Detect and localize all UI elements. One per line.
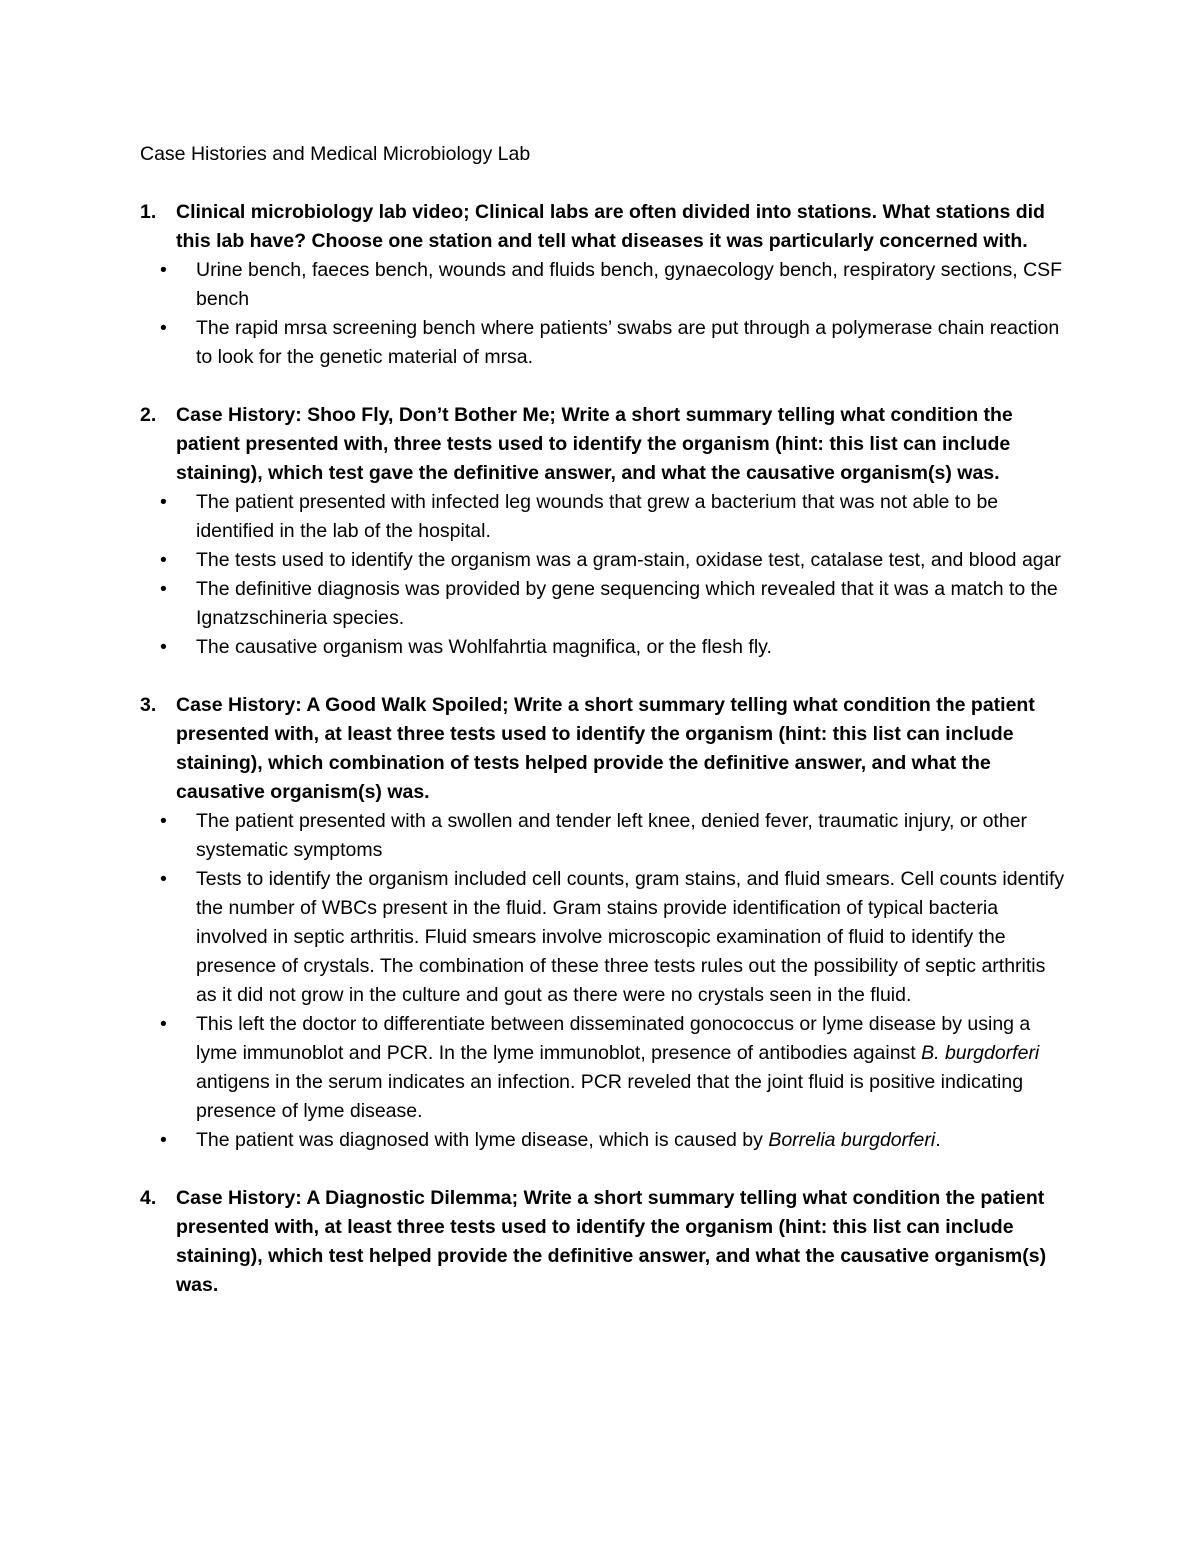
question-number: 1. xyxy=(140,201,157,223)
bullet-icon: • xyxy=(160,578,167,600)
answer-text: The tests used to identify the organism was a gram-stain, oxidase test, catalase test, and blood agar xyxy=(196,549,1061,571)
bullet-icon: • xyxy=(160,810,167,832)
species-name: B. burgdorferi xyxy=(921,1042,1040,1064)
question-prompt xyxy=(140,1184,1070,1300)
question-3 xyxy=(140,691,1070,1155)
question-text: Case History: Shoo Fly, Don’t Bother Me; Write a short summary telling what condition the patient presented with, three tests used to identify the organism (hint: this list can include staining), which test gave the definitive answer, and what the causative organism(s) was. xyxy=(176,404,1013,484)
answer-list xyxy=(140,256,1070,372)
answer-text-part: . xyxy=(935,1129,941,1151)
question-prompt xyxy=(140,401,1070,488)
bullet-icon: • xyxy=(160,549,167,571)
document-page xyxy=(140,140,1070,1329)
answer-text: The definitive diagnosis was provided by gene sequencing which revealed that it was a match to the Ignatzschineria species. xyxy=(196,578,1058,629)
document-title: Case Histories and Medical Microbiology Lab xyxy=(140,143,531,165)
question-2 xyxy=(140,401,1070,662)
answer-list xyxy=(140,488,1070,662)
answer-text: The causative organism was Wohlfahrtia magnifica, or the flesh fly. xyxy=(196,636,772,658)
question-text: Clinical microbiology lab video; Clinical labs are often divided into stations. What stations did this lab have? Choose one station and tell what diseases it was particularly concerned with. xyxy=(176,201,1045,252)
answer-text-part: This left the doctor to differentiate between disseminated gonococcus or lyme disease by using a lyme immunoblot and PCR. In the lyme immunoblot, presence of antibodies against xyxy=(196,1013,1031,1064)
list-item xyxy=(140,1010,1070,1126)
list-item xyxy=(140,314,1070,372)
list-item xyxy=(140,575,1070,633)
question-prompt xyxy=(140,691,1070,807)
bullet-icon: • xyxy=(160,259,167,281)
answer-text-part: The patient was diagnosed with lyme disease, which is caused by xyxy=(196,1129,769,1151)
question-text: Case History: A Diagnostic Dilemma; Write a short summary telling what condition the patient presented with, at least three tests used to identify the organism (hint: this list can include staining), which test helped provide the definitive answer, and what the causative organism(s) was. xyxy=(176,1187,1047,1296)
question-4 xyxy=(140,1184,1070,1300)
question-1 xyxy=(140,198,1070,372)
question-number: 4. xyxy=(140,1187,157,1209)
list-item xyxy=(140,1126,1070,1155)
list-item xyxy=(140,633,1070,662)
bullet-icon: • xyxy=(160,1129,167,1151)
question-text: Case History: A Good Walk Spoiled; Write a short summary telling what condition the patient presented with, at least three tests used to identify the organism (hint: this list can include staining), which combination of tests helped provide the definitive answer, and what the causative organism(s) was. xyxy=(176,694,1035,803)
answer-text: Urine bench, faeces bench, wounds and fluids bench, gynaecology bench, respiratory sections, CSF bench xyxy=(196,259,1063,310)
species-name: Borrelia burgdorferi xyxy=(768,1129,936,1151)
answer-text: The patient presented with infected leg wounds that grew a bacterium that was not able to be identified in the lab of the hospital. xyxy=(196,491,999,542)
bullet-icon: • xyxy=(160,868,167,890)
question-prompt xyxy=(140,198,1070,256)
question-number: 2. xyxy=(140,404,157,426)
answer-text: The rapid mrsa screening bench where patients’ swabs are put through a polymerase chain reaction to look for the genetic material of mrsa. xyxy=(196,317,1060,368)
list-item xyxy=(140,807,1070,865)
bullet-icon: • xyxy=(160,1013,167,1035)
answer-text: Tests to identify the organism included cell counts, gram stains, and fluid smears. Cell counts identify the number of WBCs present in the fluid. Gram stains provide identification of typical bacteria involved in septic arthritis. Fluid smears involve microscopic examination of fluid to identify the presence of crystals. The combination of these three tests rules out the possibility of septic arthritis as it did not grow in the culture and gout as there were no crystals seen in the fluid. xyxy=(196,868,1065,1006)
list-item xyxy=(140,488,1070,546)
list-item xyxy=(140,865,1070,1010)
list-item xyxy=(140,256,1070,314)
answer-text-part: antigens in the serum indicates an infection. PCR reveled that the joint fluid is positive indicating presence of lyme disease. xyxy=(196,1071,1024,1122)
question-number: 3. xyxy=(140,694,157,716)
answer-list xyxy=(140,807,1070,1155)
list-item xyxy=(140,546,1070,575)
answer-text: The patient presented with a swollen and tender left knee, denied fever, traumatic injury, or other systematic symptoms xyxy=(196,810,1028,861)
bullet-icon: • xyxy=(160,491,167,513)
bullet-icon: • xyxy=(160,636,167,658)
bullet-icon: • xyxy=(160,317,167,339)
